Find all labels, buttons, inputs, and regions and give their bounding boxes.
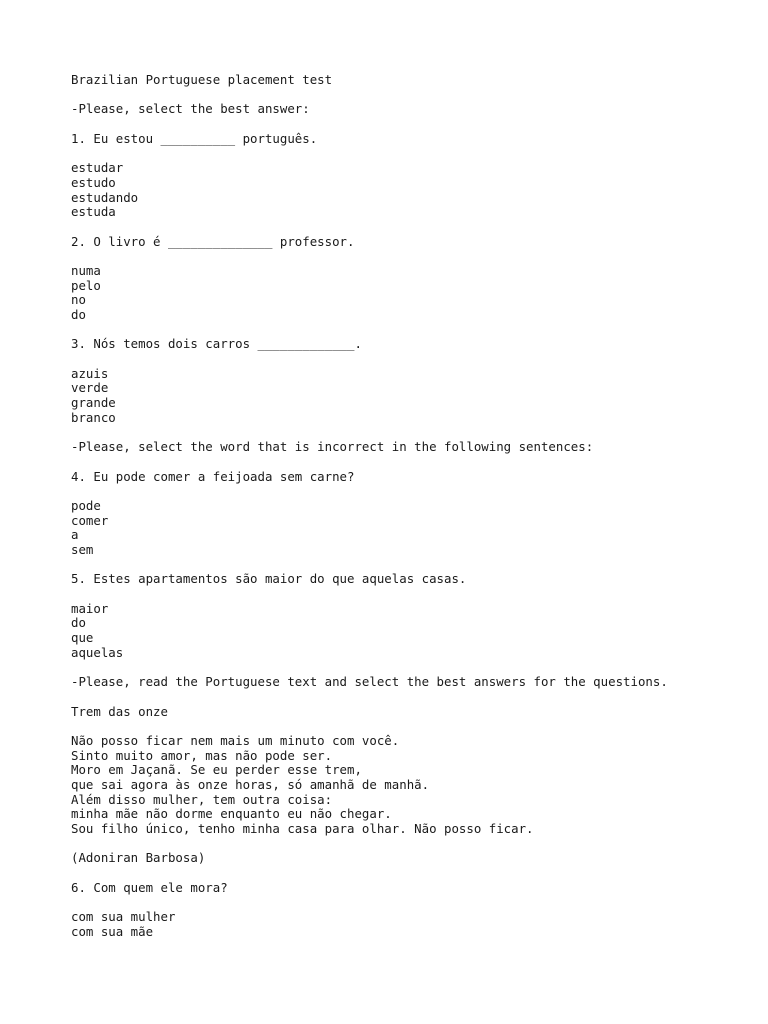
question-4-option-1: pode [71,497,101,513]
reading-attribution: (Adoniran Barbosa) [71,850,206,866]
question-1-option-3: estudando [71,189,139,205]
question-5-option-2: do [71,615,86,631]
reading-line-3: Moro em Jaçanã. Se eu perder esse trem, [71,762,362,778]
question-3-option-1: azuis [71,365,109,381]
document-title: Brazilian Portuguese placement test [71,72,333,87]
question-2-option-2: pelo [71,277,101,293]
question-2-option-4: do [71,307,86,322]
question-5: 5. Estes apartamentos são maior do que aquelas casas. [71,571,467,587]
reading-line-5: Além disso mulher, tem outra coisa: [71,791,333,807]
question-3-option-2: verde [71,380,109,396]
spacer [71,426,748,441]
spacer [71,866,748,881]
reading-line-2: Sinto muito amor, mas não pode ser. [71,747,333,763]
question-1: 1. Eu estou __________ português. [71,130,318,146]
spacer [71,323,748,338]
spacer [71,352,748,367]
question-1-option-2: estudo [71,174,116,190]
reading-line-4: que sai agora às onze horas, só amanhã de manhã. [71,777,430,792]
reading-line-6: minha mãe não dorme enquanto eu não chegar. [71,806,392,822]
question-4-option-2: comer [71,512,109,528]
spacer [71,220,748,235]
spacer [71,719,748,734]
question-5-option-3: que [71,630,94,646]
spacer [71,117,748,132]
question-5-option-4: aquelas [71,644,124,660]
spacer [71,455,748,470]
spacer [71,88,748,103]
reading-title: Trem das onze [71,703,168,719]
question-1-option-1: estudar [71,160,124,176]
instruction-select-incorrect: -Please, select the word that is incorrect in the following sentences: [71,439,594,455]
question-2-option-1: numa [71,262,101,278]
spacer [71,146,748,161]
question-1-option-4: estuda [71,204,116,220]
question-2: 2. O livro é ______________ professor. [71,233,355,249]
spacer [71,587,748,602]
spacer [71,249,748,264]
question-4: 4. Eu pode comer a feijoada sem carne? [71,468,355,484]
question-4-option-3: a [71,527,79,543]
spacer [71,837,748,852]
question-5-option-1: maior [71,600,109,616]
spacer [71,484,748,499]
question-3-option-4: branco [71,409,116,425]
spacer [71,896,748,911]
spacer [71,690,748,705]
spacer [71,558,748,573]
reading-line-1: Não posso ficar nem mais um minuto com você. [71,732,400,748]
question-3: 3. Nós temos dois carros _____________. [71,336,362,352]
question-4-option-4: sem [71,542,94,557]
instruction-select-best: -Please, select the best answer: [71,101,310,117]
question-6: 6. Com quem ele mora? [71,879,228,895]
question-6-option-1: com sua mulher [71,909,176,925]
question-3-option-3: grande [71,395,116,411]
instruction-reading: -Please, read the Portuguese text and select the best answers for the questions. [71,674,668,690]
spacer [71,661,748,676]
question-6-option-2: com sua mãe [71,923,154,939]
reading-line-7: Sou filho único, tenho minha casa para olhar. Não posso ficar. [71,821,534,837]
question-2-option-3: no [71,292,86,308]
